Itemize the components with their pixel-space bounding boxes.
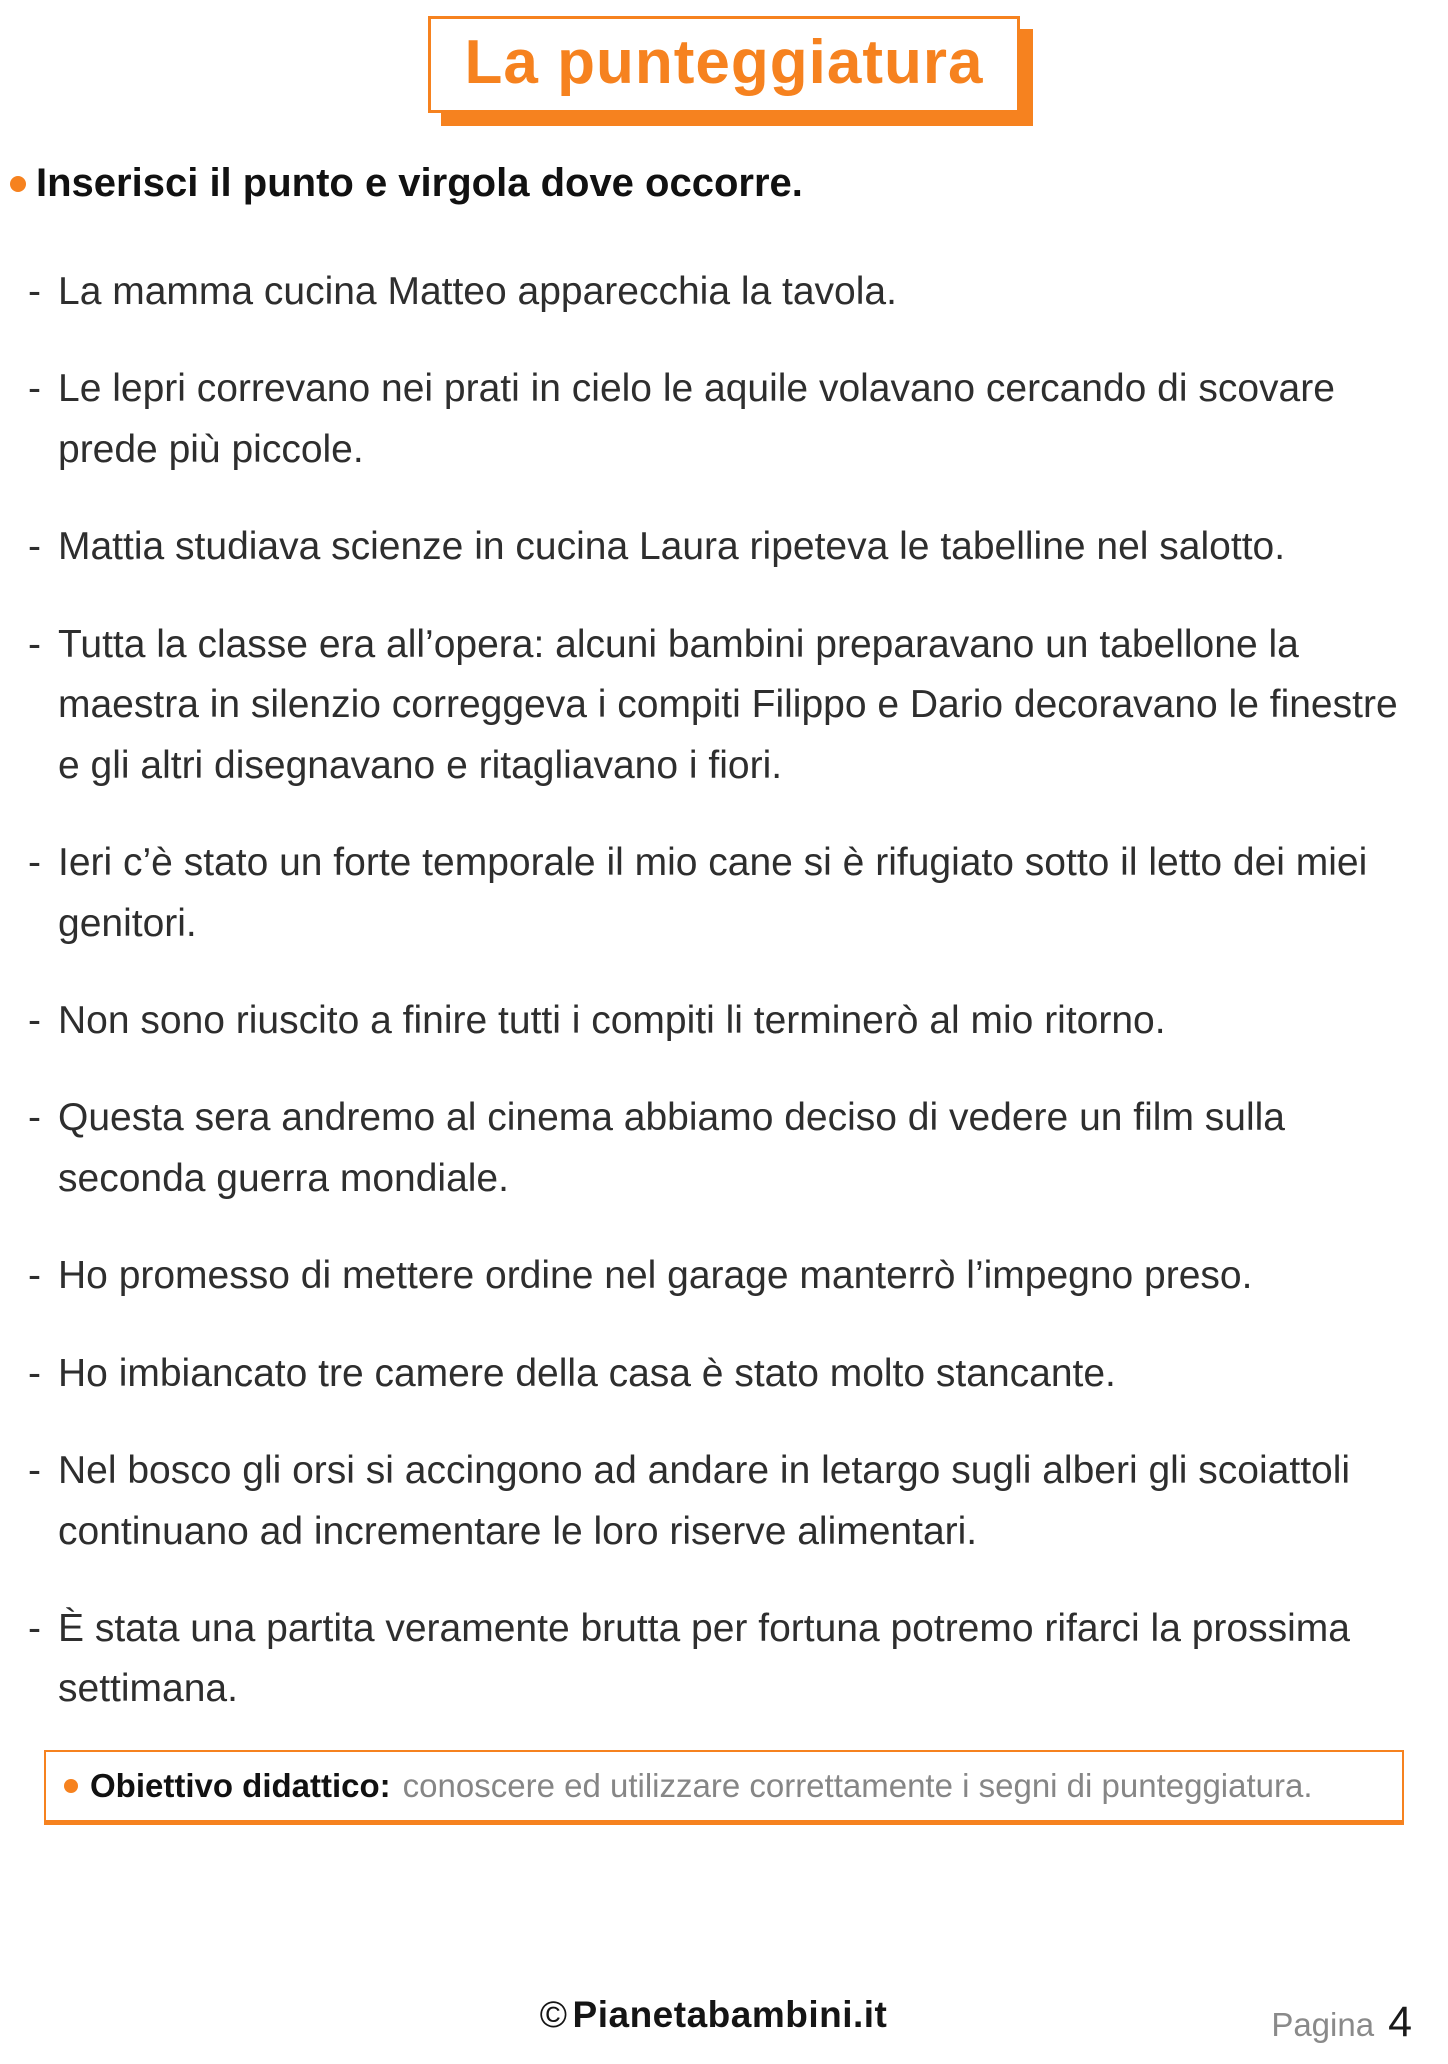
page-label: Pagina <box>1271 2006 1375 2043</box>
sentence-text: Non sono riuscito a finire tutti i compiti li terminerò al mio ritorno. <box>58 998 1166 1042</box>
page-number: 4 <box>1388 1998 1412 2046</box>
copyright <box>540 1994 888 2036</box>
site-name: Pianetabambini.it <box>572 1994 888 2035</box>
title-row <box>0 16 1448 113</box>
dash-marker: - <box>28 1351 41 1395</box>
instruction-line <box>10 161 1420 206</box>
dash-marker: - <box>28 525 41 569</box>
copyright-icon: © <box>539 1994 568 2035</box>
page-footer <box>0 1994 1448 2046</box>
page-indicator <box>1271 1998 1412 2047</box>
bullet-dot-icon <box>64 1779 78 1793</box>
dash-marker: - <box>28 998 41 1042</box>
sentence-item-2 <box>28 359 1426 480</box>
title-box <box>428 16 1021 113</box>
sentence-text: La mamma cucina Matteo apparecchia la tavola. <box>58 270 897 313</box>
instruction-text: Inserisci il punto e virgola dove occorre. <box>36 161 803 205</box>
sentence-text: Ho promesso di mettere ordine nel garage manterrò l’impegno preso. <box>58 1254 1253 1298</box>
page-title: La punteggiatura <box>464 28 984 97</box>
dash-marker: - <box>28 367 41 411</box>
objective-label: Obiettivo didattico: <box>90 1766 391 1804</box>
sentence-item-7 <box>28 1088 1426 1209</box>
sentence-item-4 <box>28 615 1426 796</box>
sentence-text: Ieri c’è stato un forte temporale il mio cane si è rifugiato sotto il letto dei miei genitori. <box>58 841 1368 945</box>
dash-marker: - <box>28 1607 41 1650</box>
dash-marker: - <box>28 1096 41 1140</box>
sentence-item-3 <box>28 517 1426 577</box>
sentence-text: Tutta la classe era all’opera: alcuni bambini preparavano un tabellone la maestra in silenzio correggeva i compiti Filippo e Dario decoravano le finestre e gli altri disegnavano e ritagliavano i fiori. <box>58 622 1398 787</box>
dash-marker: - <box>28 1449 41 1493</box>
sentence-text: Ho imbiancato tre camere della casa è stato molto stancante. <box>58 1351 1116 1395</box>
sentence-text: Nel bosco gli orsi si accingono ad andare in letargo sugli alberi gli scoiattoli continuano ad incrementare le loro riserve alimentari. <box>58 1449 1351 1553</box>
sentence-text: Le lepri correvano nei prati in cielo le aquile volavano cercando di scovare prede più piccole. <box>58 367 1335 471</box>
sentence-text: Mattia studiava scienze in cucina Laura ripeteva le tabelline nel salotto. <box>58 525 1286 569</box>
sentence-list <box>0 262 1448 1720</box>
dash-marker: - <box>28 622 41 666</box>
sentence-text: Questa sera andremo al cinema abbiamo deciso di vedere un film sulla seconda guerra mondiale. <box>58 1096 1285 1200</box>
objective-text: conoscere ed utilizzare correttamente i segni di punteggiatura. <box>402 1766 1313 1804</box>
sentence-item-11 <box>28 1599 1426 1720</box>
sentence-item-8 <box>28 1246 1426 1306</box>
sentence-item-6 <box>28 991 1426 1051</box>
dash-marker: - <box>28 841 41 885</box>
dash-marker: - <box>28 1254 41 1298</box>
bullet-dot-icon <box>10 176 26 192</box>
sentence-text: È stata una partita veramente brutta per fortuna potremo rifarci la prossima settimana. <box>58 1607 1350 1711</box>
sentence-item-9 <box>28 1344 1426 1404</box>
dash-marker: - <box>28 270 41 313</box>
objective-box <box>44 1750 1404 1825</box>
sentence-item-1 <box>28 262 1426 322</box>
sentence-item-10 <box>28 1441 1426 1562</box>
sentence-item-5 <box>28 833 1426 954</box>
